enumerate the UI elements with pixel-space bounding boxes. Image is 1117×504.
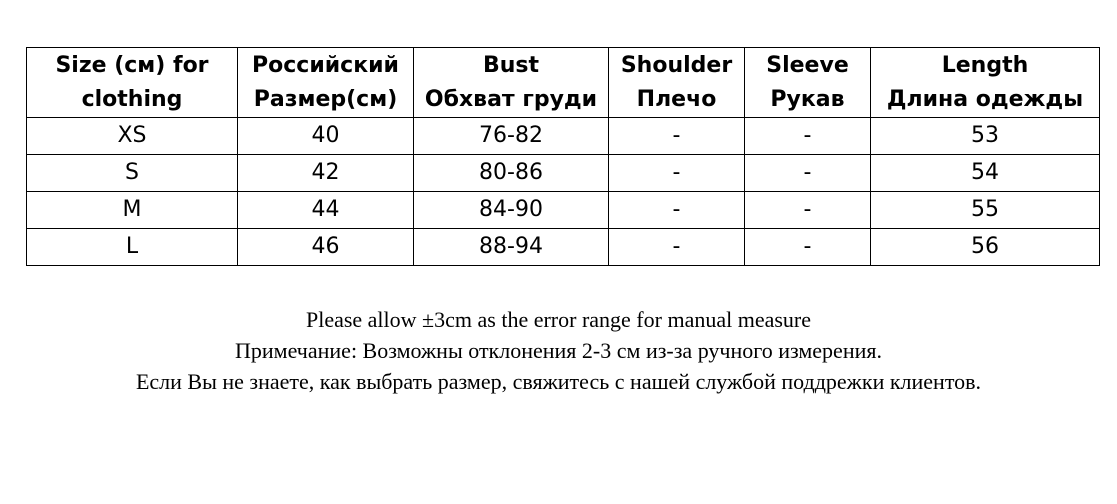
- cell-size: XS: [27, 118, 238, 155]
- header-bust: [414, 48, 609, 118]
- header-length: [871, 48, 1100, 118]
- note-deviation: Примечание: Возможны отклонения 2-3 см из-за ручного измерения.: [235, 338, 882, 363]
- header-shoulder-line2: Плечо: [636, 86, 717, 112]
- cell-bust: 76-82: [414, 118, 609, 155]
- cell-sleeve: -: [745, 118, 871, 155]
- header-row: [27, 48, 1100, 118]
- header-size-line2: clothing: [81, 86, 183, 112]
- cell-size: S: [27, 155, 238, 192]
- header-shoulder: [609, 48, 745, 118]
- cell-russian-size: 42: [238, 155, 414, 192]
- cell-shoulder: -: [609, 192, 745, 229]
- cell-size: L: [27, 229, 238, 266]
- cell-size: M: [27, 192, 238, 229]
- cell-length: 55: [871, 192, 1100, 229]
- note-error-range: Please allow ±3cm as the error range for manual measure: [305, 307, 812, 332]
- table-row: [27, 118, 1100, 155]
- header-sleeve: [745, 48, 871, 118]
- cell-length: 54: [871, 155, 1100, 192]
- size-chart-table: [26, 47, 1100, 266]
- table-row: [27, 229, 1100, 266]
- header-size-line1: Size (см) for: [55, 52, 209, 78]
- cell-bust: 80-86: [414, 155, 609, 192]
- table-row: [27, 192, 1100, 229]
- note-contact-support: Если Вы не знаете, как выбрать размер, свяжитесь с нашей службой поддрежки клиентов.: [135, 369, 982, 394]
- cell-length: 53: [871, 118, 1100, 155]
- header-sleeve-line1: Sleeve: [766, 52, 849, 78]
- cell-sleeve: -: [745, 192, 871, 229]
- cell-bust: 88-94: [414, 229, 609, 266]
- cell-shoulder: -: [609, 229, 745, 266]
- header-russian-size-line1: Российский: [252, 52, 399, 78]
- measurement-notes: [0, 304, 1117, 397]
- header-bust-line2: Обхват груди: [424, 86, 598, 112]
- cell-russian-size: 46: [238, 229, 414, 266]
- cell-russian-size: 40: [238, 118, 414, 155]
- header-sleeve-line2: Рукав: [770, 86, 845, 112]
- header-length-line2: Длина одежды: [886, 86, 1084, 112]
- header-shoulder-line1: Shoulder: [620, 52, 733, 78]
- header-length-line1: Length: [941, 52, 1029, 78]
- header-bust-line1: Bust: [482, 52, 540, 78]
- header-size: [27, 48, 238, 118]
- cell-bust: 84-90: [414, 192, 609, 229]
- table-row: [27, 155, 1100, 192]
- header-russian-size-line2: Размер(см): [253, 86, 398, 112]
- cell-russian-size: 44: [238, 192, 414, 229]
- cell-shoulder: -: [609, 155, 745, 192]
- cell-length: 56: [871, 229, 1100, 266]
- cell-sleeve: -: [745, 229, 871, 266]
- cell-shoulder: -: [609, 118, 745, 155]
- header-russian-size: [238, 48, 414, 118]
- cell-sleeve: -: [745, 155, 871, 192]
